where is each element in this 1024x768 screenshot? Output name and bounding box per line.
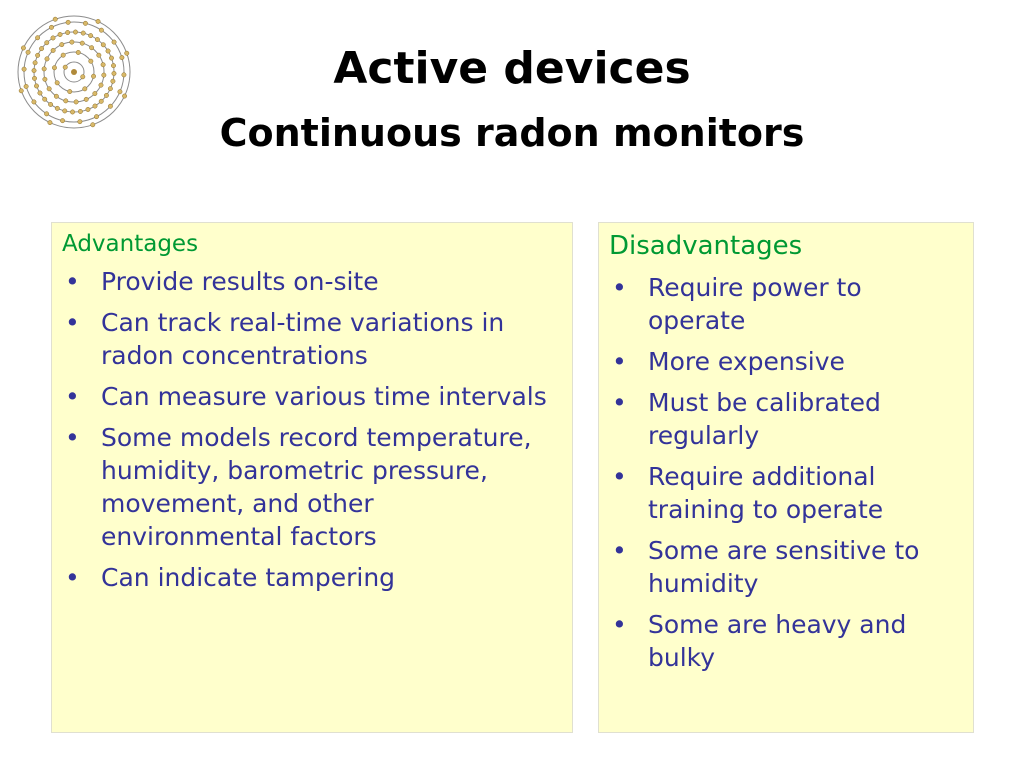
disadvantages-panel bbox=[598, 222, 974, 733]
electron-dot bbox=[43, 97, 47, 101]
advantages-list bbox=[62, 265, 562, 594]
electron-dot bbox=[96, 19, 100, 23]
electron-dot bbox=[51, 36, 55, 40]
electron-dot bbox=[48, 102, 52, 106]
disadvantages-item-text: Some are sensitive to humidity bbox=[648, 536, 920, 598]
electron-dot bbox=[99, 28, 103, 32]
bullet-icon: • bbox=[65, 267, 80, 296]
electron-dot bbox=[74, 100, 78, 104]
electron-dot bbox=[53, 17, 57, 21]
advantages-item bbox=[62, 265, 562, 298]
disadvantages-item bbox=[609, 345, 963, 378]
disadvantages-item bbox=[609, 608, 963, 674]
electron-dot bbox=[73, 30, 77, 34]
slide-title: Active devices bbox=[333, 43, 691, 94]
electron-dot bbox=[83, 21, 87, 25]
disadvantages-item bbox=[609, 271, 963, 337]
electron-dot bbox=[84, 97, 88, 101]
electron-dot bbox=[64, 99, 68, 103]
disadvantages-item-text: Require additional training to operate bbox=[648, 462, 884, 524]
disadvantages-item bbox=[609, 386, 963, 452]
disadvantages-item bbox=[609, 534, 963, 600]
electron-dot bbox=[65, 30, 69, 34]
disadvantages-heading: Disadvantages bbox=[609, 231, 803, 261]
disadvantages-item-text: Require power to operate bbox=[648, 273, 862, 335]
bullet-icon: • bbox=[612, 610, 627, 639]
bullet-icon: • bbox=[612, 388, 627, 417]
disadvantages-item bbox=[609, 460, 963, 526]
electron-dot bbox=[88, 33, 92, 37]
disadvantages-item-text: Some are heavy and bulky bbox=[648, 610, 907, 672]
electron-dot bbox=[32, 100, 36, 104]
slide-subtitle: Continuous radon monitors bbox=[219, 111, 805, 155]
advantages-item bbox=[62, 380, 562, 413]
advantages-heading: Advantages bbox=[62, 231, 199, 257]
disadvantages-item-text: More expensive bbox=[648, 347, 845, 376]
disadvantages-list bbox=[609, 271, 963, 674]
bullet-icon: • bbox=[612, 462, 627, 491]
bullet-icon: • bbox=[65, 423, 80, 452]
advantages-item-text: Can measure various time intervals bbox=[101, 382, 547, 411]
advantages-item bbox=[62, 306, 562, 372]
bullet-icon: • bbox=[65, 382, 80, 411]
electron-dot bbox=[99, 99, 103, 103]
advantages-item-text: Can indicate tampering bbox=[101, 563, 396, 592]
advantages-item bbox=[62, 561, 562, 594]
electron-dot bbox=[35, 36, 39, 40]
electron-dot bbox=[81, 31, 85, 35]
advantages-panel bbox=[51, 222, 573, 733]
advantages-item bbox=[62, 421, 562, 553]
advantages-item-text: Can track real-time variations in radon concentrations bbox=[101, 308, 505, 370]
electron-dot bbox=[49, 25, 53, 29]
bullet-icon: • bbox=[65, 308, 80, 337]
electron-dot bbox=[58, 32, 62, 36]
advantages-item-text: Some models record temperature, humidity, barometric pressure, movement, and other environmental factors bbox=[101, 423, 532, 551]
disadvantages-item-text: Must be calibrated regularly bbox=[648, 388, 881, 450]
advantages-item-text: Provide results on-site bbox=[101, 267, 379, 296]
bullet-icon: • bbox=[65, 563, 80, 592]
bullet-icon: • bbox=[612, 273, 627, 302]
bullet-icon: • bbox=[612, 536, 627, 565]
electron-dot bbox=[66, 20, 70, 24]
bullet-icon: • bbox=[612, 347, 627, 376]
